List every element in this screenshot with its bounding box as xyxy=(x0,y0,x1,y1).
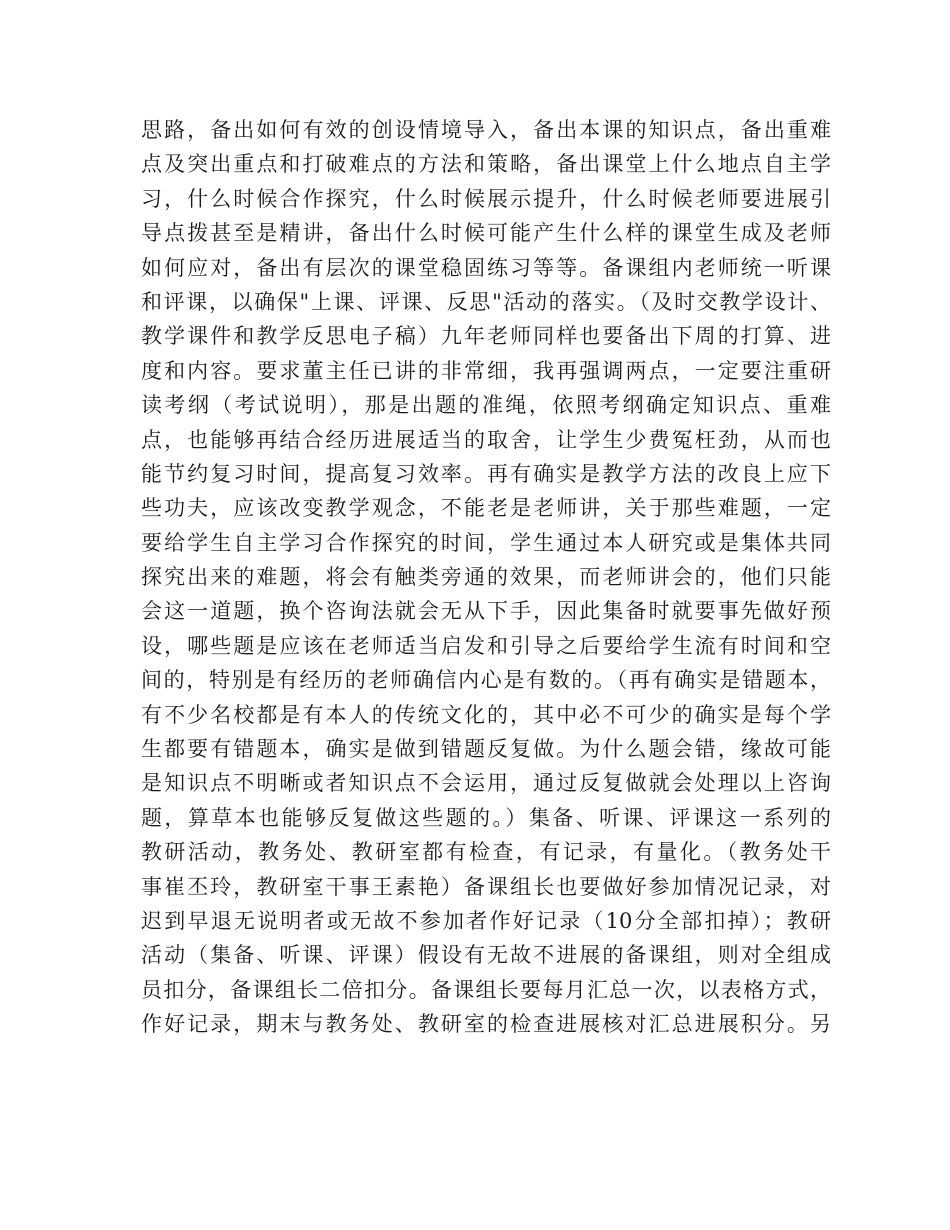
text-line: 思路，备出如何有效的创设情境导入，备出本课的知识点，备出重难 xyxy=(141,118,831,142)
text-line: 和评课，以确保"上课、评课、反思"活动的落实。（及时交教学设计、 xyxy=(141,289,831,314)
text-line: 能节约复习时间，提高复习效率。再有确实是教学方法的改良上应下 xyxy=(141,461,831,486)
text-line: 作好记录，期末与教务处、教研室的检查进展核对汇总进展积分。另 xyxy=(141,1012,831,1037)
text-line: 是知识点不明晰或者知识点不会运用，通过反复做就会处理以上咨询 xyxy=(141,771,831,796)
text-line: 生都要有错题本，确实是做到错题反复做。为什么题会错，缘故可能 xyxy=(141,737,831,762)
text-line: 有不少名校都是有本人的传统文化的，其中必不可少的确实是每个学 xyxy=(141,702,831,727)
text-line: 习，什么时候合作探究，什么时候展示提升，什么时候老师要进展引 xyxy=(141,186,831,211)
text-line: 如何应对，备出有层次的课堂稳固练习等等。备课组内老师统一听课 xyxy=(141,255,831,280)
text-line: 教学课件和教学反思电子稿）九年老师同样也要备出下周的打算、进 xyxy=(141,324,831,349)
text-line: 读考纲（考试说明），那是出题的准绳，依照考纲确定知识点、重难 xyxy=(141,393,831,418)
text-line: 会这一道题，换个咨询法就会无从下手，因此集备时就要事先做好预 xyxy=(141,599,831,624)
text-line: 探究出来的难题，将会有触类旁通的效果，而老师讲会的，他们只能 xyxy=(141,565,831,590)
text-line: 些功夫，应该改变教学观念，不能老是老师讲，关于那些难题，一定 xyxy=(141,496,831,521)
text-line: 事崔丕玲，教研室干事王素艳）备课组长也要做好参加情况记录，对 xyxy=(141,874,831,899)
text-line: 员扣分，备课组长二倍扣分。备课组长要每月汇总一次，以表格方式， xyxy=(141,977,831,1002)
text-line: 间的，特别是有经历的老师确信内心是有数的。（再有确实是错题本， xyxy=(141,668,831,693)
body-text xyxy=(141,113,831,1042)
text-line: 导点拨甚至是精讲，备出什么时候可能产生什么样的课堂生成及老师 xyxy=(141,221,831,246)
text-line: 要给学生自主学习合作探究的时间，学生通过本人研究或是集体共同 xyxy=(141,530,831,555)
text-line: 度和内容。要求董主任已讲的非常细，我再强调两点，一定要注重研 xyxy=(141,358,831,383)
text-line: 教研活动，教务处、教研室都有检查，有记录，有量化。（教务处干 xyxy=(141,840,831,865)
text-line: 点，也能够再结合经历进展适当的取舍，让学生少费冤枉劲，从而也 xyxy=(141,427,831,452)
text-line: 活动（集备、听课、评课）假设有无故不进展的备课组，则对全组成 xyxy=(141,943,831,968)
text-line: 题，算草本也能够反复做这些题的。）集备、听课、评课这一系列的 xyxy=(141,805,831,830)
text-line: 点及突出重点和打破难点的方法和策略，备出课堂上什么地点自主学 xyxy=(141,152,831,177)
text-line: 迟到早退无说明者或无故不参加者作好记录（10分全部扣掉）；教研 xyxy=(141,908,831,933)
text-line: 设，哪些题是应该在老师适当启发和引导之后要给学生流有时间和空 xyxy=(141,633,831,658)
